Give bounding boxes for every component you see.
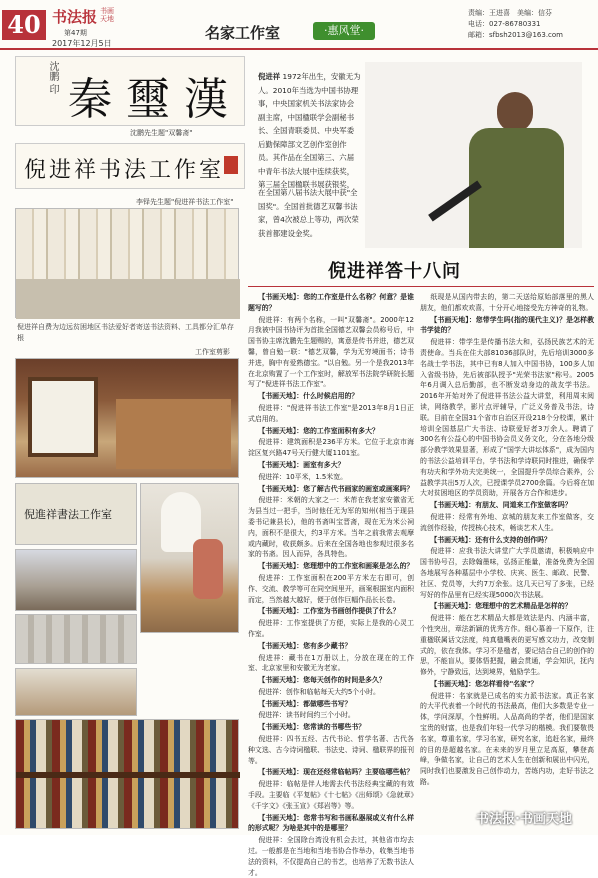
photo-remittance-stubs [15, 208, 239, 318]
qa-answer: 倪进祥：带学生是传播书法大和，弘扬民族艺术的无责使命。当兵在住大部81036部队时，先后培训3000多名战士学书法，其中已有8人加入中国书协，100多人加入省级书协，先后被部队授予"光荣书法家"称号。2005年6月调入总后勤部，也不断发动身边的战友学书法。2016年开始对外了倪进祥书法公益大讲堂，利用周末阅读，网络教学，影片点评辅导，广泛义务普及书法，诗联。目前在全国31个省市自治区开设218个分校课，累计培训全国基层广大书法、诗联爱好者3万余人。聘请了300名有公益心的中国书协会员义务文化，分在各地分级部分教学效果显著，形成了"国学大讲坛体系"，成为国内的书法公益培训平台，学书法和学诗联同时推进，确保学有功夫和学外功夫完美统一，全国提升学员综合素养，公益教学共出5万人次，已授课学员2700余篇。今后将在加大对贫困地区的学员资助，开展各方合作和进步。 [420, 338, 594, 498]
qa-question: 【书画天地】：您理想中的工作室和画案是怎么的？ [258, 562, 414, 571]
article-headline: 倪进祥答十八问 [328, 261, 461, 282]
qa-question: 【书画天地】：您常书写和书画私器展或义有什么样的形式呢？为啥是其中的是哪里？ [248, 813, 414, 833]
framed-calligraphy [28, 377, 98, 457]
photo-exhibition [15, 614, 137, 664]
qa-question: 【书画天地】：什么时候启用的？ [258, 392, 359, 401]
editor-credits [468, 8, 596, 41]
qa-answer: 倪进祥：创作和临帖每天大约5个小时。 [258, 687, 380, 696]
studio-snapshots-label: 工作室剪影 [195, 348, 230, 356]
column-seal: ·惠风堂· [313, 22, 375, 40]
brush-stand [116, 399, 231, 469]
qa-question: 【书画天地】：您有多少藏书？ [258, 641, 352, 650]
qa-answer: 倪进祥：应我书法大讲堂广大学员邀请，积极响应中国书协号召，去除翰墨味，弘扬正能量，准备免费为全国各地展写各种墓层中小学校、庆宾、医生、邮政、民警、社区、党员等，大约7万余张。这几天已写了多张，已经写好的作品里有已经实现5000次书法展。 [420, 547, 594, 599]
headline-rule [248, 286, 594, 287]
artist-intro [258, 70, 361, 192]
qa-question: 【书画天地】：有朋友、同道来工作室做客吗？ [430, 501, 572, 510]
qa-answer: 倪进祥：10平米，1.5米宽。 [258, 472, 347, 481]
qa-answer: 倪进祥：米朝的大家之一：米芾在我老家安徽省无为县当过一把手，当时他任无为军的知州(相当于现县委书记兼县长)，他的书斋叫宝晋斋，现在无为米公祠内，面积不是很大，约3平方米。当年之前我常去观摩或内藏时，收获颇多。后来在全国各地也参观过很多名家的书斋。因人而异，各具特色。 [248, 496, 414, 559]
page-number: 40 [2, 10, 46, 40]
photo-portrait-writing [365, 62, 582, 248]
issue-date: 2017年12月5日 [52, 39, 112, 48]
qa-answer: 倪进祥：能在艺术精品大都是效法是内、内涵丰富，个性突出，章法新颖的优秀方作。细心慕善一下原作，注重楹联属话文法度，纯真楹嘴表的更写感文功力，改变制式的，依在我体。学习不是楹者，要记结合自己的创作的思，不能盲从，要体悟把握，融会贯通，学会知识，抚内修外，宁静致远，达到境界，勉励学生。 [420, 614, 594, 677]
photo-class-session [15, 549, 137, 611]
calligraphy-caption-1: 沈鹏先生题"双馨斋" [130, 129, 193, 137]
qa-answer: 倪进祥：建筑面积是236平方米。它位于北京市海淀区复兴路47号天行健大厦1101室。 [248, 438, 414, 458]
artist-name: 倪进祥 [258, 72, 281, 81]
paper-subtitle: 书画天地 [100, 7, 114, 23]
qa-question: 【书画天地】：您常读的书哪些书？ [258, 723, 366, 732]
paper-name: 书法报 [52, 8, 98, 26]
calligraphy-text: 秦璽漢 [68, 74, 242, 125]
qa-column-2 [420, 292, 594, 830]
photo-studio-banner [15, 483, 137, 545]
credit-email: 邮箱：sfbsh2013@163.com [468, 31, 563, 39]
qa-question: 【书画天地】：您的工作室是什么名称？何意？是谁题写的？ [248, 293, 414, 312]
photo-bookshelf [15, 719, 239, 829]
qa-question: 【书画天地】：还有什么支持的创作吗？ [430, 535, 551, 544]
calligraphy-seal: 沈鹏 印 [47, 61, 58, 95]
calligraphy-work-shuangxinzhai [15, 56, 245, 126]
qa-answer: 倪进祥：工作室提供了方便，实际上是我的心灵工作室。 [248, 619, 414, 638]
qa-answer: 倪进祥：工作室面积在200平方米左右即可，创作、交流、教学等可在同空间里开，画案根据室内面积而定，当然越大越好，便于创作巨幅作品长长卷。 [248, 573, 414, 604]
qa-answer: 纸现是从国内带去的，第二天送给原始部落里的黑人朋友，他们都欢欢喜，十分开心地接受先方神奇的礼物。 [420, 293, 594, 312]
qa-column-1 [248, 292, 414, 877]
qa-answer: 倪进祥：经常有外地、京城的朋友来工作室做客，交流创作经验，传授核心技术，畅谈艺术人生。 [420, 512, 594, 532]
calligraphy-caption-2: 李铎先生题"倪进祥书法工作室" [136, 198, 234, 206]
calligraphy-work-studio-name [15, 143, 245, 189]
calligraphy-text: 倪进祥书法工作室 [24, 158, 225, 183]
qa-answer: 倪进祥：临帖是伴人地需去代书法经典宝藏的有效手段。主要临《平复帖》《十七帖》《出师颂》《急就章》《千字文》《张玉宣》《郑岩等》等。 [248, 780, 414, 810]
qa-question: 【书画天地】：您怎样看待"名家"？ [430, 679, 538, 688]
credit-phone: 电话：027-86780331 [468, 20, 541, 28]
qa-answer: 倪进祥：有两个名称，一叫"双馨斋"。2000年12月我被中国书协评为首批全国德艺双馨会员称号后，中国书协主席沈鹏先生题赐的，寓意是传书并进，德艺双馨，曾自勉一联："德艺双馨，学为无穷境面书；诗书并进，胸中有爱熟德宝。"以自勉。另一个是我2013年在北京购置了一个工作室时，解放军书法院学研院长题写了"倪进祥书法工作室"。 [248, 315, 414, 389]
qa-answer: 倪进祥：四书五经、古代书论、哲学名著、古代各种文选、古今诗词楹联、书法史、诗词、楹联界的报刊等。 [248, 735, 414, 765]
photo-studio-corner [140, 483, 239, 633]
photo-studio-desk [15, 358, 239, 478]
qa-question: 【书画天地】：您的工作室面积有多大？ [258, 426, 379, 435]
watermark: 书法报·书画天地 [476, 812, 572, 827]
qa-question: 【书画天地】：您了解古代书画家的画室或画案吗？ [258, 484, 414, 493]
qa-answer: 倪进祥："倪进祥书法工作室"是2013年8月1日正式启用的。 [248, 403, 414, 423]
red-seal-stamp [224, 156, 238, 174]
photo-group [15, 668, 137, 716]
qa-answer: 倪进祥：读书时间约三个小时。 [258, 711, 355, 720]
artist-intro-continued: 在全国第八届书法大展中获"全国奖"。全国首批德艺双馨书法家，曾4次被总上等功，两次荣获首都建设金奖。 [258, 188, 359, 238]
column-title: 名家工作室 [205, 24, 281, 42]
qa-question: 【书画天地】：现在还经常临帖吗？主要临哪些帖？ [258, 768, 414, 777]
qa-question: 【书画天地】：您理想中的艺术精品是怎样的？ [430, 602, 572, 611]
qa-question: 【书画天地】：您每天创作的时间是多久？ [258, 676, 386, 685]
portrait-head [497, 92, 533, 132]
qa-answer: 倪进祥：全国除台湾没有机会去过，其他省市均去过。一般都是在当地和当地书协合作举办，收集当地书法的资料，不仅提高自己的书艺，也培养了无数书法人才。 [248, 836, 414, 877]
qa-question: 【书画天地】：画室有多大？ [258, 460, 345, 469]
vase [193, 539, 223, 599]
qa-question: 【书画天地】：都做哪些书写？ [258, 699, 352, 708]
qa-answer: 倪进祥：藏书在1万册以上，分放在现在的工作室、北京家里和安徽无为老家。 [248, 653, 414, 673]
credit-editors: 责编：王进喜 美编：信芬 [468, 9, 552, 17]
photo-caption-remittance: 倪进祥自费为边远贫困地区书法爱好者寄送书法资料、工具都分汇单存根 [17, 323, 234, 342]
portrait-body [469, 128, 564, 248]
qa-answer: 倪进祥：名家就是已成名的实力派书法家。真正名家的大平代表着一个时代的书法最高，他们大多数是专业一体，学问深厚，个性鲜明。人品高尚的学者，他们是国家宝贵的财富，也是我们年轻一代学习的楷模。我们要敬畏名家，尊重名家，学习名家，研究名家，追赶名家，最终的目的是超越名家。在未来的岁月里立足高原，攀登高峰，争做名家，让自己的艺术人生在创新和展出中闪光，同时我们也要激发自己创作动力，苦练内功，走好书法之路。 [420, 691, 594, 787]
banner-text: 倪進祥書法工作室 [24, 508, 112, 521]
qa-question: 【书画天地】：工作室为书画创作提供了什么？ [258, 607, 400, 616]
issue-number: 第47期 [64, 29, 87, 37]
artist-intro-text: 1972年出生，安徽无为人。2010年当选为中国书协理事，中央国家机关书法家协会副主席，中国楹联学会副秘书长、全国青联委员、中央军委后勤保障部文艺创作室创作员。其作品在全国第三、六届中青年书法大展中连续获奖，第三届全国楹联书展获银奖， [258, 72, 361, 189]
qa-question: 【书画天地】：您带学生吗(指的现代主义)？是怎样教书学徒的？ [420, 315, 594, 335]
page-header [0, 0, 598, 50]
